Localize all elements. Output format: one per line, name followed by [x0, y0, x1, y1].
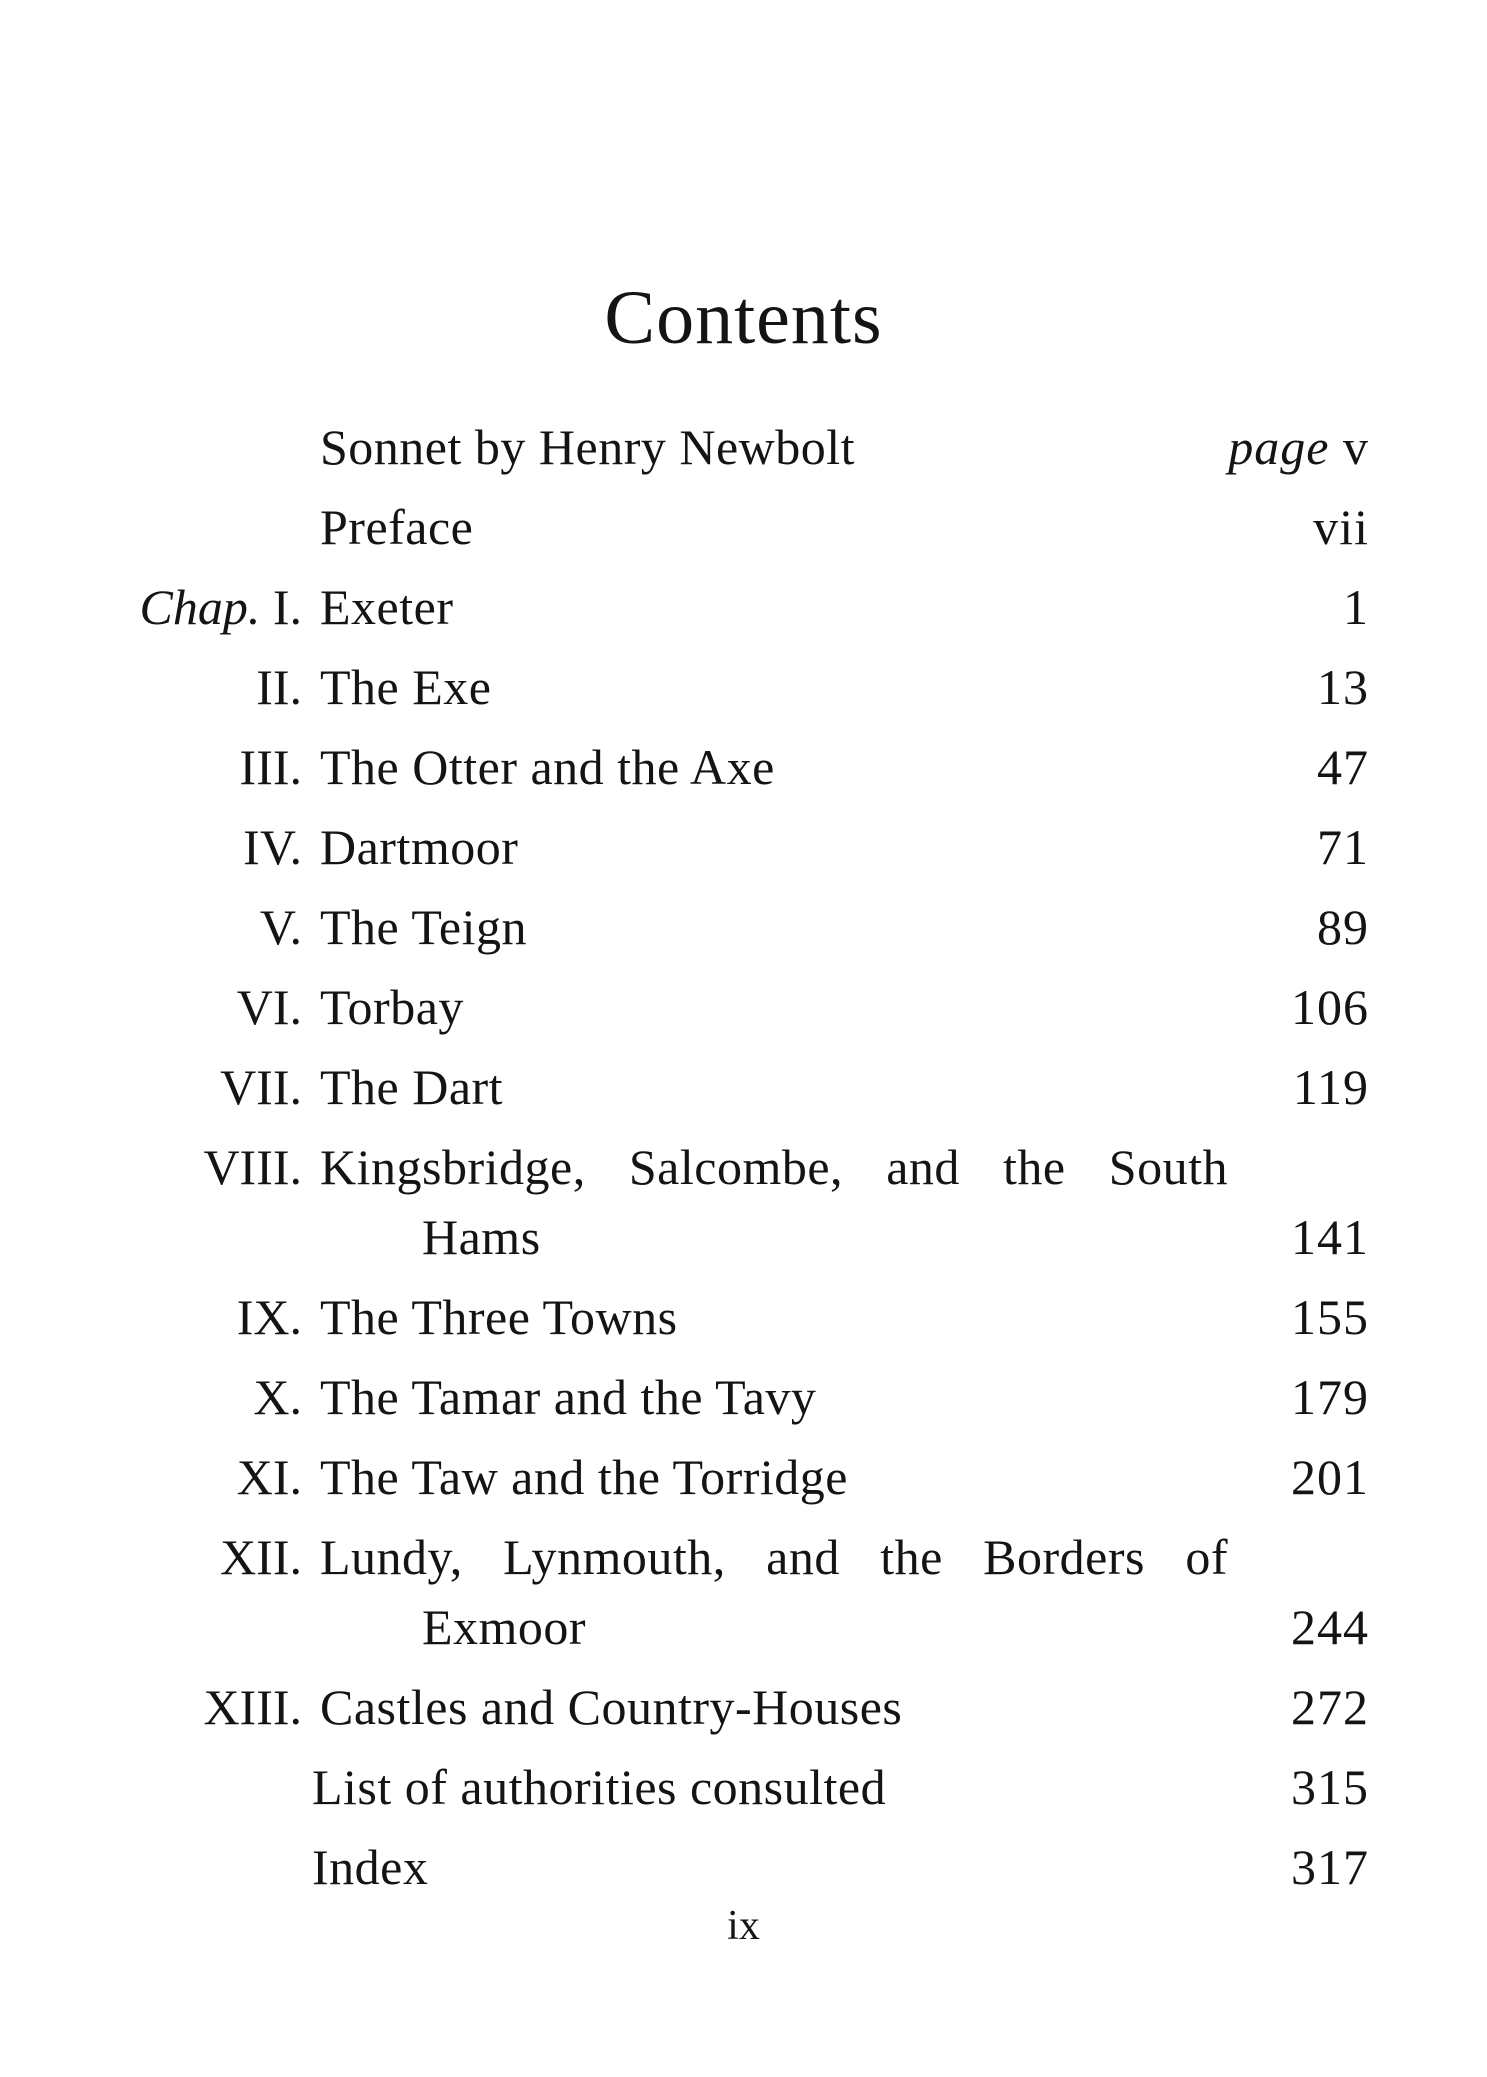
page-number: 244: [1291, 1599, 1369, 1655]
entry-label: Lundy, Lynmouth, and the Borders of: [320, 1529, 1228, 1585]
toc-entry-chapter-1: [0, 567, 1487, 647]
entry-label-continuation: Exmoor: [422, 1599, 587, 1655]
toc-entry-chapter-12: [0, 1517, 1487, 1597]
toc-entry-authorities: [0, 1747, 1487, 1827]
chapter-number: III.: [239, 739, 302, 795]
toc-entry-chapter-9: [0, 1277, 1487, 1357]
toc-entry-index: [0, 1827, 1487, 1907]
chapter-number: IX.: [236, 1289, 302, 1345]
toc-entry-chapter-3: [0, 727, 1487, 807]
entry-label: The Dart: [320, 1059, 504, 1115]
entry-label: Dartmoor: [320, 819, 519, 875]
chapter-number: XIII.: [203, 1679, 302, 1735]
toc-entry-sonnet: [0, 407, 1487, 487]
toc-entry-chapter-10: [0, 1357, 1487, 1437]
entry-label-continuation: Hams: [422, 1209, 541, 1265]
chapter-number: IV.: [243, 819, 302, 875]
entry-label: List of authorities consulted: [312, 1759, 887, 1815]
toc-entry-chapter-5: [0, 887, 1487, 967]
chapter-number: [139, 567, 302, 647]
page-number: 119: [1292, 1059, 1369, 1115]
toc-entry-preface: [0, 487, 1487, 567]
page-number: 141: [1291, 1209, 1369, 1265]
toc-entry-chapter-8-continuation: [0, 1197, 1487, 1277]
page-number: 71: [1317, 819, 1369, 875]
entry-label: The Three Towns: [320, 1289, 678, 1345]
toc-entry-chapter-11: [0, 1437, 1487, 1517]
entry-label: Kingsbridge, Salcombe, and the South: [320, 1139, 1228, 1195]
entry-label: Castles and Country-Houses: [320, 1679, 903, 1735]
chapter-number: II.: [256, 659, 302, 715]
page-number: 13: [1317, 659, 1369, 715]
entry-label: The Taw and the Torridge: [320, 1449, 848, 1505]
chapter-numeral: I.: [272, 579, 302, 635]
entry-label: Sonnet by Henry Newbolt: [320, 419, 856, 475]
page-number: 315: [1291, 1759, 1369, 1815]
page-number: vii: [1313, 499, 1369, 555]
toc-entry-chapter-13: [0, 1667, 1487, 1747]
entry-label: The Exe: [320, 659, 492, 715]
toc-entry-chapter-2: [0, 647, 1487, 727]
chapter-number: VI.: [236, 979, 302, 1035]
toc-entry-chapter-4: [0, 807, 1487, 887]
entry-label: Torbay: [320, 979, 464, 1035]
entry-page: [1228, 407, 1369, 487]
page-number: 155: [1291, 1289, 1369, 1345]
chapter-number: XII.: [220, 1529, 302, 1585]
chapter-number: XI.: [236, 1449, 302, 1505]
entry-label: The Otter and the Axe: [320, 739, 775, 795]
entry-label: Preface: [320, 499, 474, 555]
page-prefix: page: [1228, 419, 1330, 475]
chapter-prefix: Chap.: [139, 579, 261, 635]
page-number: 89: [1317, 899, 1369, 955]
page-number: v: [1343, 419, 1369, 475]
page-number: 47: [1317, 739, 1369, 795]
page-number: 317: [1291, 1839, 1369, 1895]
page-number: 1: [1343, 579, 1369, 635]
toc-entry-chapter-7: [0, 1047, 1487, 1127]
entry-label: The Teign: [320, 899, 527, 955]
entry-label: The Tamar and the Tavy: [320, 1369, 817, 1425]
chapter-number: VIII.: [203, 1139, 302, 1195]
page-title: Contents: [604, 276, 883, 360]
entry-label: Index: [312, 1839, 429, 1895]
page-number: 106: [1291, 979, 1369, 1035]
entry-label: Exeter: [320, 579, 454, 635]
page-number: 179: [1291, 1369, 1369, 1425]
toc-entry-chapter-8: [0, 1127, 1487, 1207]
page-number: 201: [1291, 1449, 1369, 1505]
toc-entry-chapter-12-continuation: [0, 1587, 1487, 1667]
page-folio: ix: [727, 1903, 760, 1949]
page-number: 272: [1291, 1679, 1369, 1735]
toc-entry-chapter-6: [0, 967, 1487, 1047]
chapter-number: V.: [259, 899, 302, 955]
chapter-number: X.: [253, 1369, 302, 1425]
chapter-number: VII.: [220, 1059, 302, 1115]
